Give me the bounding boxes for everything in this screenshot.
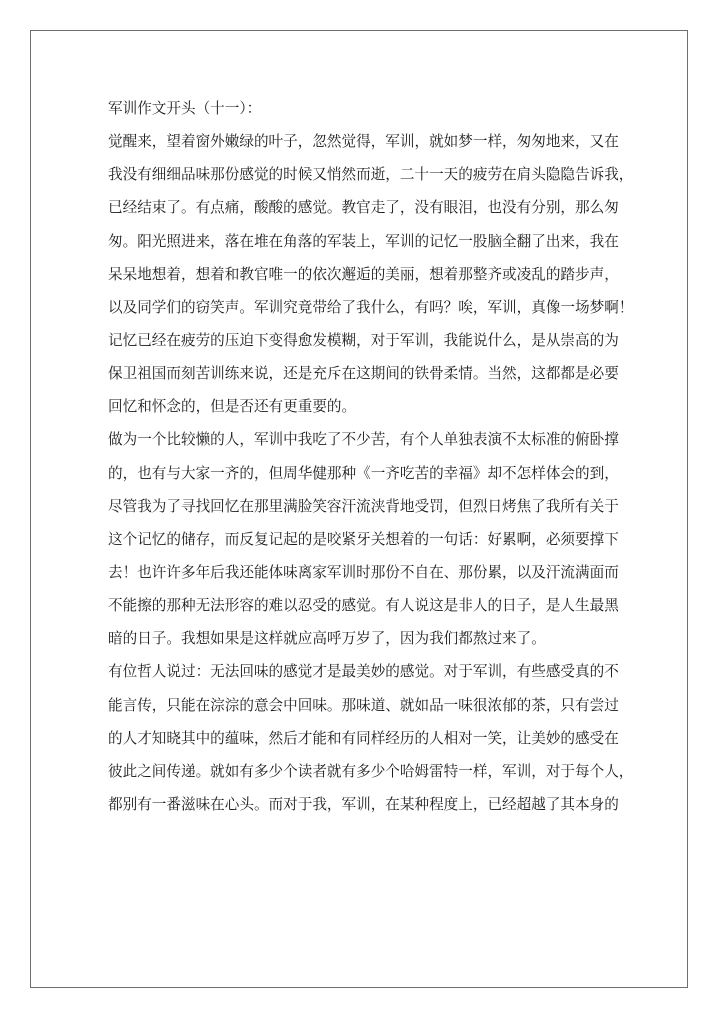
text-line: 保卫祖国而刻苦训练来说，还是充斥在这期间的铁骨柔情。当然，这都都是必要	[108, 365, 619, 383]
text-line: 匆。阳光照进来，落在堆在角落的军装上，军训的记忆一股脑全翻了出来，我在	[108, 232, 619, 250]
text-line: 去！也许许多年后我还能体味离家军训时那份不自在、那份累，以及汗流满面而	[108, 563, 619, 581]
text-line: 尽管我为了寻找回忆在那里满脸笑容汗流浃背地受罚，但烈日烤焦了我所有关于	[108, 497, 619, 515]
text-line: 彼此之间传递。就如有多少个读者就有多少个哈姆雷特一样，军训，对于每个人，	[108, 762, 634, 780]
document-title: 军训作文开头（十一）：	[108, 100, 262, 117]
text-line: 我没有细细品味那份感觉的时候又悄然而逝，二十一天的疲劳在肩头隐隐告诉我，	[108, 166, 634, 184]
paragraph	[108, 655, 634, 821]
text-line: 暗的日子。我想如果是这样就应高呼万岁了，因为我们都熬过来了。	[108, 630, 546, 648]
text-line: 以及同学们的窃笑声。军训究竟带给了我什么，有吗？唉，军训，真像一场梦啊！	[108, 298, 634, 316]
text-line: 这个记忆的储存，而反复记起的是咬紧牙关想着的一句话：好累啊，必须要撑下	[108, 530, 619, 548]
paragraph	[108, 423, 618, 655]
paragraph	[108, 125, 634, 324]
text-line: 有位哲人说过：无法回味的感觉才是最美妙的感觉。对于军训，有些感受真的不	[108, 663, 619, 681]
document-body	[108, 92, 634, 821]
text-line: 已经结束了。有点痛，酸酸的感觉。教官走了，没有眼泪，也没有分别，那么匆	[108, 199, 619, 217]
text-line: 回忆和怀念的，但是否还有更重要的。	[108, 398, 357, 416]
text-line: 不能擦的那种无法形容的难以忍受的感觉。有人说这是非人的日子，是人生最黑	[108, 597, 619, 615]
text-line: 都别有一番滋味在心头。而对于我，军训，在某种程度上，已经超越了其本身的	[108, 795, 619, 813]
text-line: 的人才知晓其中的蕴味，然后才能和有同样经历的人相对一笑，让美妙的感受在	[108, 729, 619, 747]
text-line: 做为一个比较懒的人，军训中我吃了不少苦，有个人单独表演不太标准的俯卧撑	[108, 431, 619, 449]
text-line: 的，也有与大家一齐的，但周华健那种《一齐吃苦的幸福》却不怎样体会的到，	[108, 464, 619, 482]
paragraph	[108, 324, 618, 423]
text-line: 觉醒来，望着窗外嫩绿的叶子，忽然觉得，军训，就如梦一样，匆匆地来，又在	[108, 133, 619, 151]
text-line: 呆呆地想着，想着和教官唯一的依次邂逅的美丽，想着那整齐或凌乱的踏步声，	[108, 265, 619, 283]
text-line: 记忆已经在疲劳的压迫下变得愈发模糊，对于军训，我能说什么，是从崇高的为	[108, 331, 619, 349]
text-line: 能言传，只能在淙淙的意会中回味。那味道、就如品一味很浓郁的茶，只有尝过	[108, 696, 619, 714]
